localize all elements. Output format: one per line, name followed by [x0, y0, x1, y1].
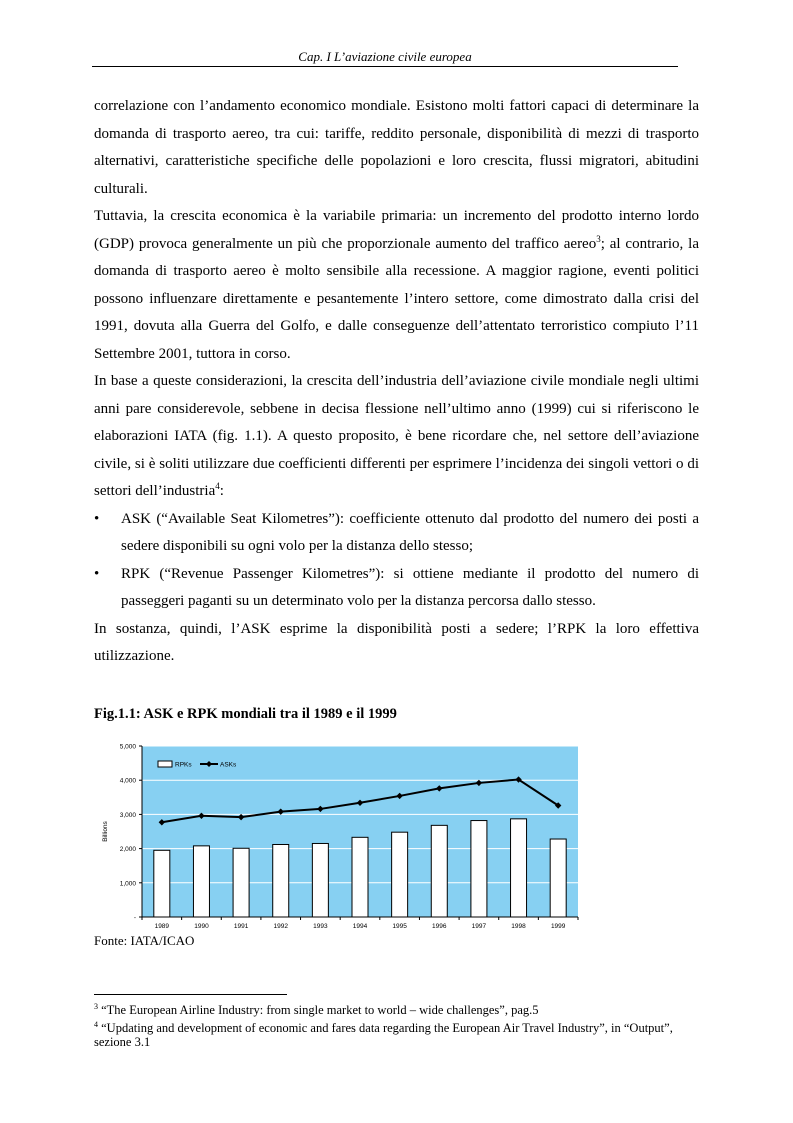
- paragraph-2: [94, 203, 699, 368]
- y-axis-title: Billions: [102, 821, 109, 842]
- body-text: [94, 93, 699, 671]
- x-tick-label: 1995: [392, 923, 407, 930]
- footnote-text: “Updating and development of economic and fares data regarding the European Air Travel Industry”, in “Output”, sezione 3.1: [94, 1020, 673, 1050]
- bar-rpk: [511, 819, 527, 917]
- footnote-text: “The European Airline Industry: from single market to world – wide challenges”, pag.5: [101, 1003, 539, 1018]
- footnote-number: 3: [94, 1002, 98, 1011]
- x-tick-label: 1991: [233, 923, 249, 930]
- footnote-ref-4: 4: [215, 481, 220, 491]
- bullet-item-ask: [94, 506, 699, 561]
- bar-rpk: [471, 821, 487, 917]
- x-tick-label: 1990: [194, 923, 209, 930]
- footnote-rule: [94, 994, 287, 995]
- bar-rpk: [154, 850, 170, 917]
- paragraph-3: [94, 368, 699, 506]
- bar-rpk: [233, 848, 249, 917]
- x-tick-label: 1999: [550, 923, 566, 930]
- bar-rpk: [312, 843, 328, 917]
- y-tick-label: 2,000: [119, 846, 136, 854]
- bar-rpk: [431, 825, 447, 917]
- paragraph-2-text-a: Tuttavia, la crescita economica è la variabile primaria: un incremento del prodotto interno lordo (GDP) provoca generalmente un più che proporzionale aumento del traffico aereo: [94, 208, 699, 252]
- footnote-4: [94, 1018, 694, 1050]
- x-tick-label: 1996: [432, 923, 447, 930]
- y-tick-label: 3,000: [119, 811, 136, 819]
- bar-rpk: [273, 844, 289, 917]
- header-rule: [92, 66, 678, 67]
- ask-rpk-chart: [94, 736, 594, 934]
- legend-label-ask: ASKs: [220, 761, 237, 769]
- x-tick-label: 1992: [273, 923, 288, 930]
- legend-swatch-rpk: [158, 761, 172, 767]
- bullet-marker: •: [94, 510, 100, 527]
- y-tick-label: -: [133, 914, 136, 922]
- x-tick-label: 1993: [313, 923, 328, 930]
- paragraph-2-text-b: ; al contrario, la domanda di trasporto aereo è molto sensibile alla recessione. A maggior ragione, eventi politici possono influenzare direttamente e pesantemente l’intero settore, come dimostrato dalla crisi del 1991, dovuta alla Guerra del Golfo, e dalle conseguenze dell’attentato terroristico compiuto l’11 Settembre 2001, tuttora in corso.: [94, 235, 699, 362]
- figure-source: Fonte: IATA/ICAO: [94, 933, 195, 948]
- bar-rpk: [392, 832, 408, 917]
- bullet-marker: •: [94, 565, 100, 582]
- footnote-number: 4: [94, 1019, 98, 1029]
- x-tick-label: 1997: [471, 923, 487, 930]
- running-header: Cap. I L’aviazione civile europea: [298, 49, 472, 64]
- bullet-text-rpk: RPK (“Revenue Passenger Kilometres”): si ottiene mediante il prodotto del numero di passeggeri paganti su un determinato volo per la distanza percorsa dallo stesso.: [121, 565, 699, 609]
- paragraph-3-text-b: :: [219, 483, 224, 499]
- paragraph-4: In sostanza, quindi, l’ASK esprime la disponibilità posti a sedere; l’RPK la loro effettiva utilizzazione.: [94, 620, 699, 664]
- x-tick-label: 1994: [352, 923, 368, 930]
- figure-caption: Fig.1.1: ASK e RPK mondiali tra il 1989 e il 1999: [94, 706, 397, 722]
- x-tick-label: 1989: [154, 923, 170, 930]
- paragraph-1: correlazione con l’andamento economico mondiale. Esistono molti fattori capaci di determinare la domanda di trasporto aereo, tra cui: tariffe, reddito personale, disponibilità di mezzi di trasporto alternativi, caratteristiche specifiche delle popolazioni e loro crescita, flussi migratori, abitudini culturali.: [94, 98, 699, 197]
- y-tick-label: 5,000: [119, 743, 136, 751]
- y-tick-label: 1,000: [119, 880, 136, 888]
- bar-rpk: [193, 846, 209, 917]
- bullet-text-ask: ASK (“Available Seat Kilometres”): coefficiente ottenuto dal prodotto del numero dei posti a sedere disponibili su ogni volo per la distanza dello stesso;: [121, 510, 699, 554]
- footnote-ref-3: 3: [596, 233, 601, 244]
- legend-label-rpk: RPKs: [175, 761, 192, 769]
- footnote-3: [94, 1000, 694, 1018]
- bullet-item-rpk: [94, 561, 699, 616]
- footnotes: [94, 1000, 694, 1050]
- bar-rpk: [550, 839, 566, 917]
- x-tick-label: 1998: [511, 923, 526, 930]
- paragraph-3-text-a: In base a queste considerazioni, la crescita dell’industria dell’aviazione civile mondiale negli ultimi anni pare considerevole, sebbene in decisa flessione nell’ultimo anno (1999) cui si riferiscono le elaborazioni IATA (fig. 1.1). A questo proposito, è bene ricordare che, nel settore dell’aviazione civile, si è soliti utilizzare due coefficienti differenti per esprimere l’incidenza dei singoli vettori o di settori dell’industria: [94, 373, 699, 499]
- y-tick-label: 4,000: [119, 777, 136, 785]
- bar-rpk: [352, 837, 368, 917]
